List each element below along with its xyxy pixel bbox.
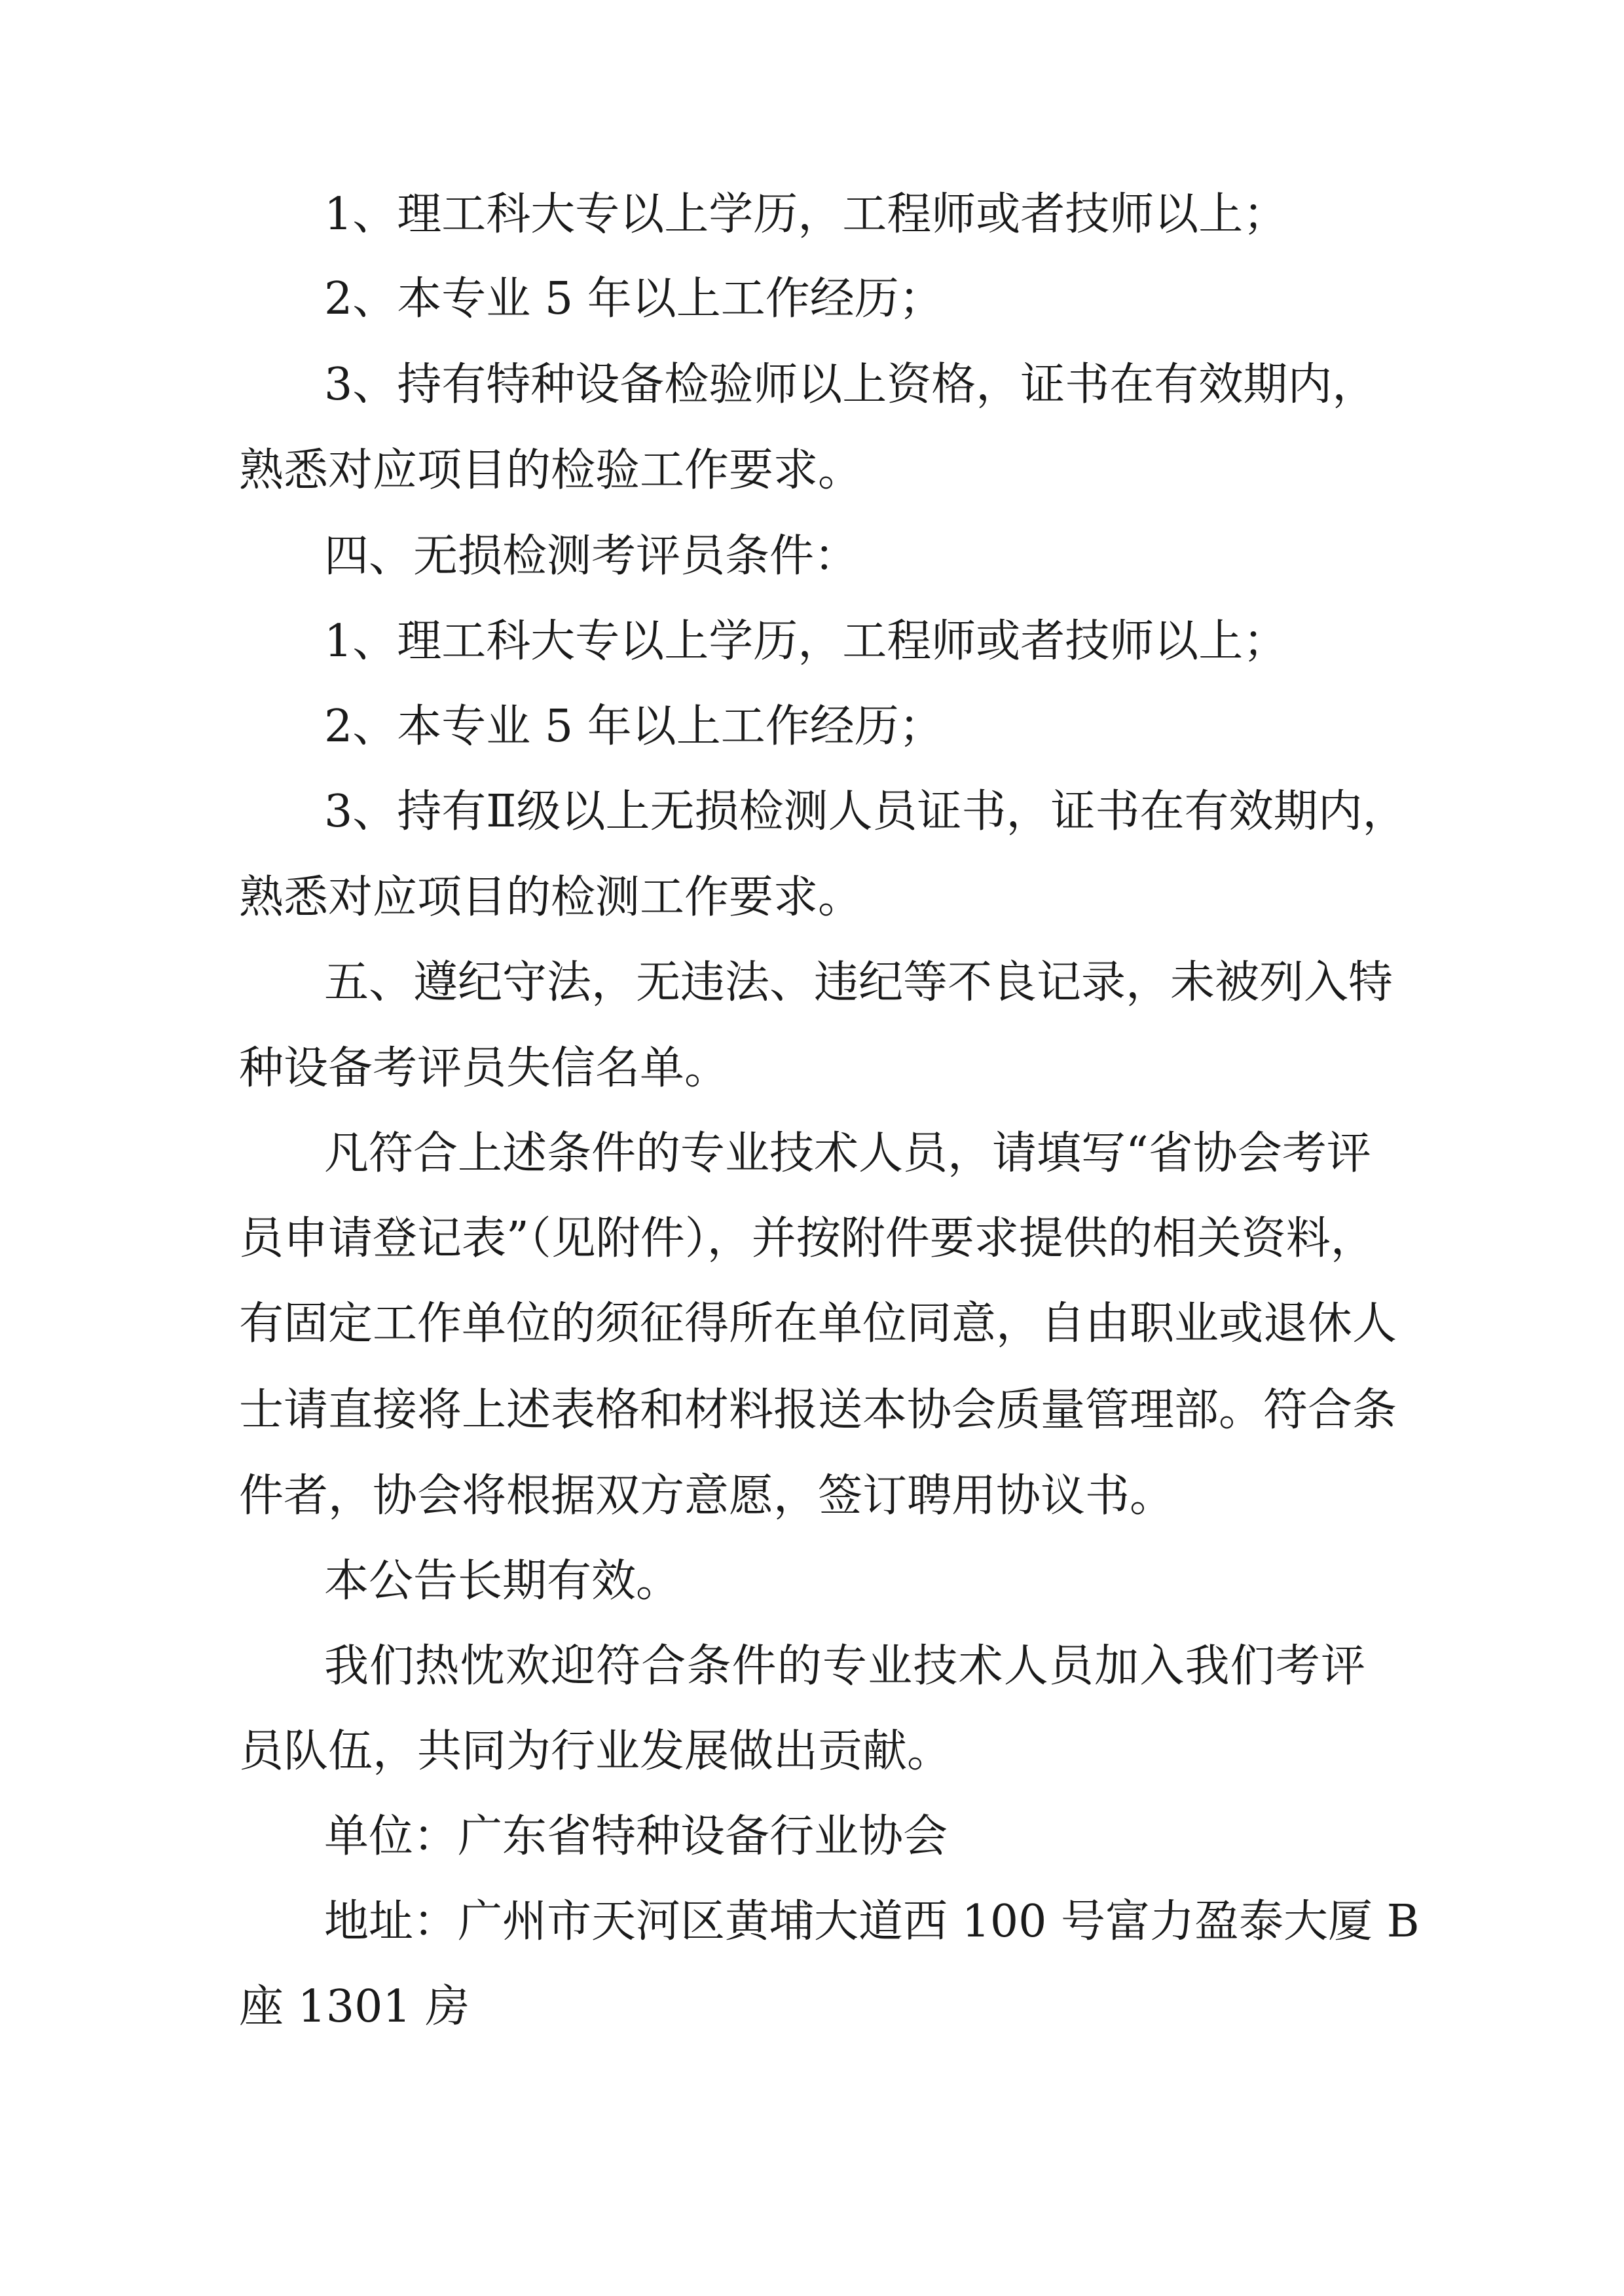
- paragraph-line: 2、本专业 5 年以上工作经历；: [324, 273, 944, 325]
- section-heading: 四、无损检测考评员条件：: [324, 530, 859, 582]
- address-line: 座 1301 房: [239, 1981, 470, 2033]
- paragraph-line: 士请直接将上述表格和材料报送本协会质量管理部。符合条: [239, 1384, 1397, 1436]
- paragraph-line: 熟悉对应项目的检验工作要求。: [239, 445, 863, 496]
- paragraph-line: 3、持有特种设备检验师以上资格，证书在有效期内，: [324, 359, 1377, 411]
- paragraph-line: 1、理工科大专以上学历，工程师或者技师以上；: [324, 189, 1288, 240]
- paragraph-line: 1、理工科大专以上学历，工程师或者技师以上；: [324, 616, 1288, 667]
- paragraph-line: 件者，协会将根据双方意愿，签订聘用协议书。: [239, 1470, 1175, 1522]
- paragraph-line: 凡符合上述条件的专业技术人员，请填写“省协会考评: [324, 1128, 1371, 1179]
- address-line: 地址：广州市天河区黄埔大道西 100 号富力盈泰大厦 B: [324, 1896, 1420, 1948]
- paragraph-line: 员队伍，共同为行业发展做出贡献。: [239, 1726, 952, 1777]
- organization-line: 单位：广东省特种设备行业协会: [324, 1811, 948, 1862]
- paragraph-line: 3、持有Ⅱ级以上无损检测人员证书，证书在有效期内，: [324, 786, 1407, 838]
- paragraph-line: 2、本专业 5 年以上工作经历；: [324, 701, 944, 752]
- section-heading: 五、遵纪守法，无违法、违纪等不良记录，未被列入特: [324, 957, 1393, 1009]
- paragraph-line: 我们热忱欢迎符合条件的专业技术人员加入我们考评: [324, 1640, 1365, 1692]
- paragraph-line: 员申请登记表”（见附件），并按附件要求提供的相关资料，: [239, 1213, 1375, 1265]
- paragraph-line: 熟悉对应项目的检测工作要求。: [239, 872, 863, 923]
- paragraph-line: 有固定工作单位的须征得所在单位同意，自由职业或退休人: [239, 1298, 1397, 1350]
- paragraph-line: 本公告长期有效。: [324, 1555, 681, 1607]
- paragraph-line: 种设备考评员失信名单。: [239, 1043, 729, 1094]
